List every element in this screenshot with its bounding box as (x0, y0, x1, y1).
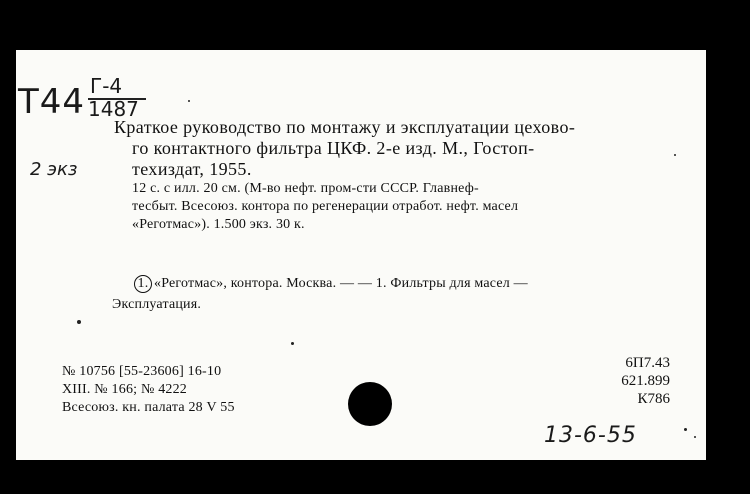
ink-speck (674, 154, 676, 156)
subject-line-1 (134, 275, 528, 293)
record-chamber-line: Всесоюз. кн. палата 28 V 55 (62, 400, 235, 415)
card-punch-hole (348, 382, 392, 426)
author-mark: К786 (637, 391, 670, 407)
ink-speck (291, 342, 294, 345)
record-series-line: XIII. № 166; № 4222 (62, 382, 188, 397)
description-line-3: «Реготмас»). 1.500 экз. 30 к. (132, 217, 305, 232)
udc-index: 621.899 (621, 373, 670, 389)
subject-line-2: Эксплуатация. (112, 297, 202, 312)
handwritten-date: 13-6-55 (544, 423, 637, 448)
ink-speck (684, 428, 687, 431)
title-line-2: го контактного фильтра ЦКФ. 2-е изд. М., Гостоп- (132, 138, 535, 158)
record-number-line: № 10756 [55-23606] 16-10 (62, 364, 222, 379)
copies-note: 2 экз (30, 159, 78, 180)
title-line-1: Краткое руководство по монтажу и эксплуатации цехово- (114, 117, 576, 137)
subject-text: «Реготмас», контора. Москва. — — 1. Фильтры для масел — (154, 276, 528, 291)
shelfmark-fraction-top: Г-4 (90, 74, 123, 98)
description-line-2: тесбыт. Всесоюз. контора по регенерации отработ. нефт. масел (132, 199, 519, 214)
title-line-3: техиздат, 1955. (132, 159, 252, 179)
description-line-1: 12 с. с илл. 20 см. (М-во нефт. пром-сти СССР. Главнеф- (132, 181, 479, 196)
shelfmark-main: Т44 (18, 82, 86, 122)
ink-speck (77, 320, 81, 324)
ink-speck (188, 100, 190, 102)
shelfmark-fraction-bottom: 1487 (88, 97, 139, 121)
ink-speck (694, 436, 696, 438)
subject-number: 1. (134, 275, 152, 293)
classification-index: 6П7.43 (625, 355, 670, 371)
